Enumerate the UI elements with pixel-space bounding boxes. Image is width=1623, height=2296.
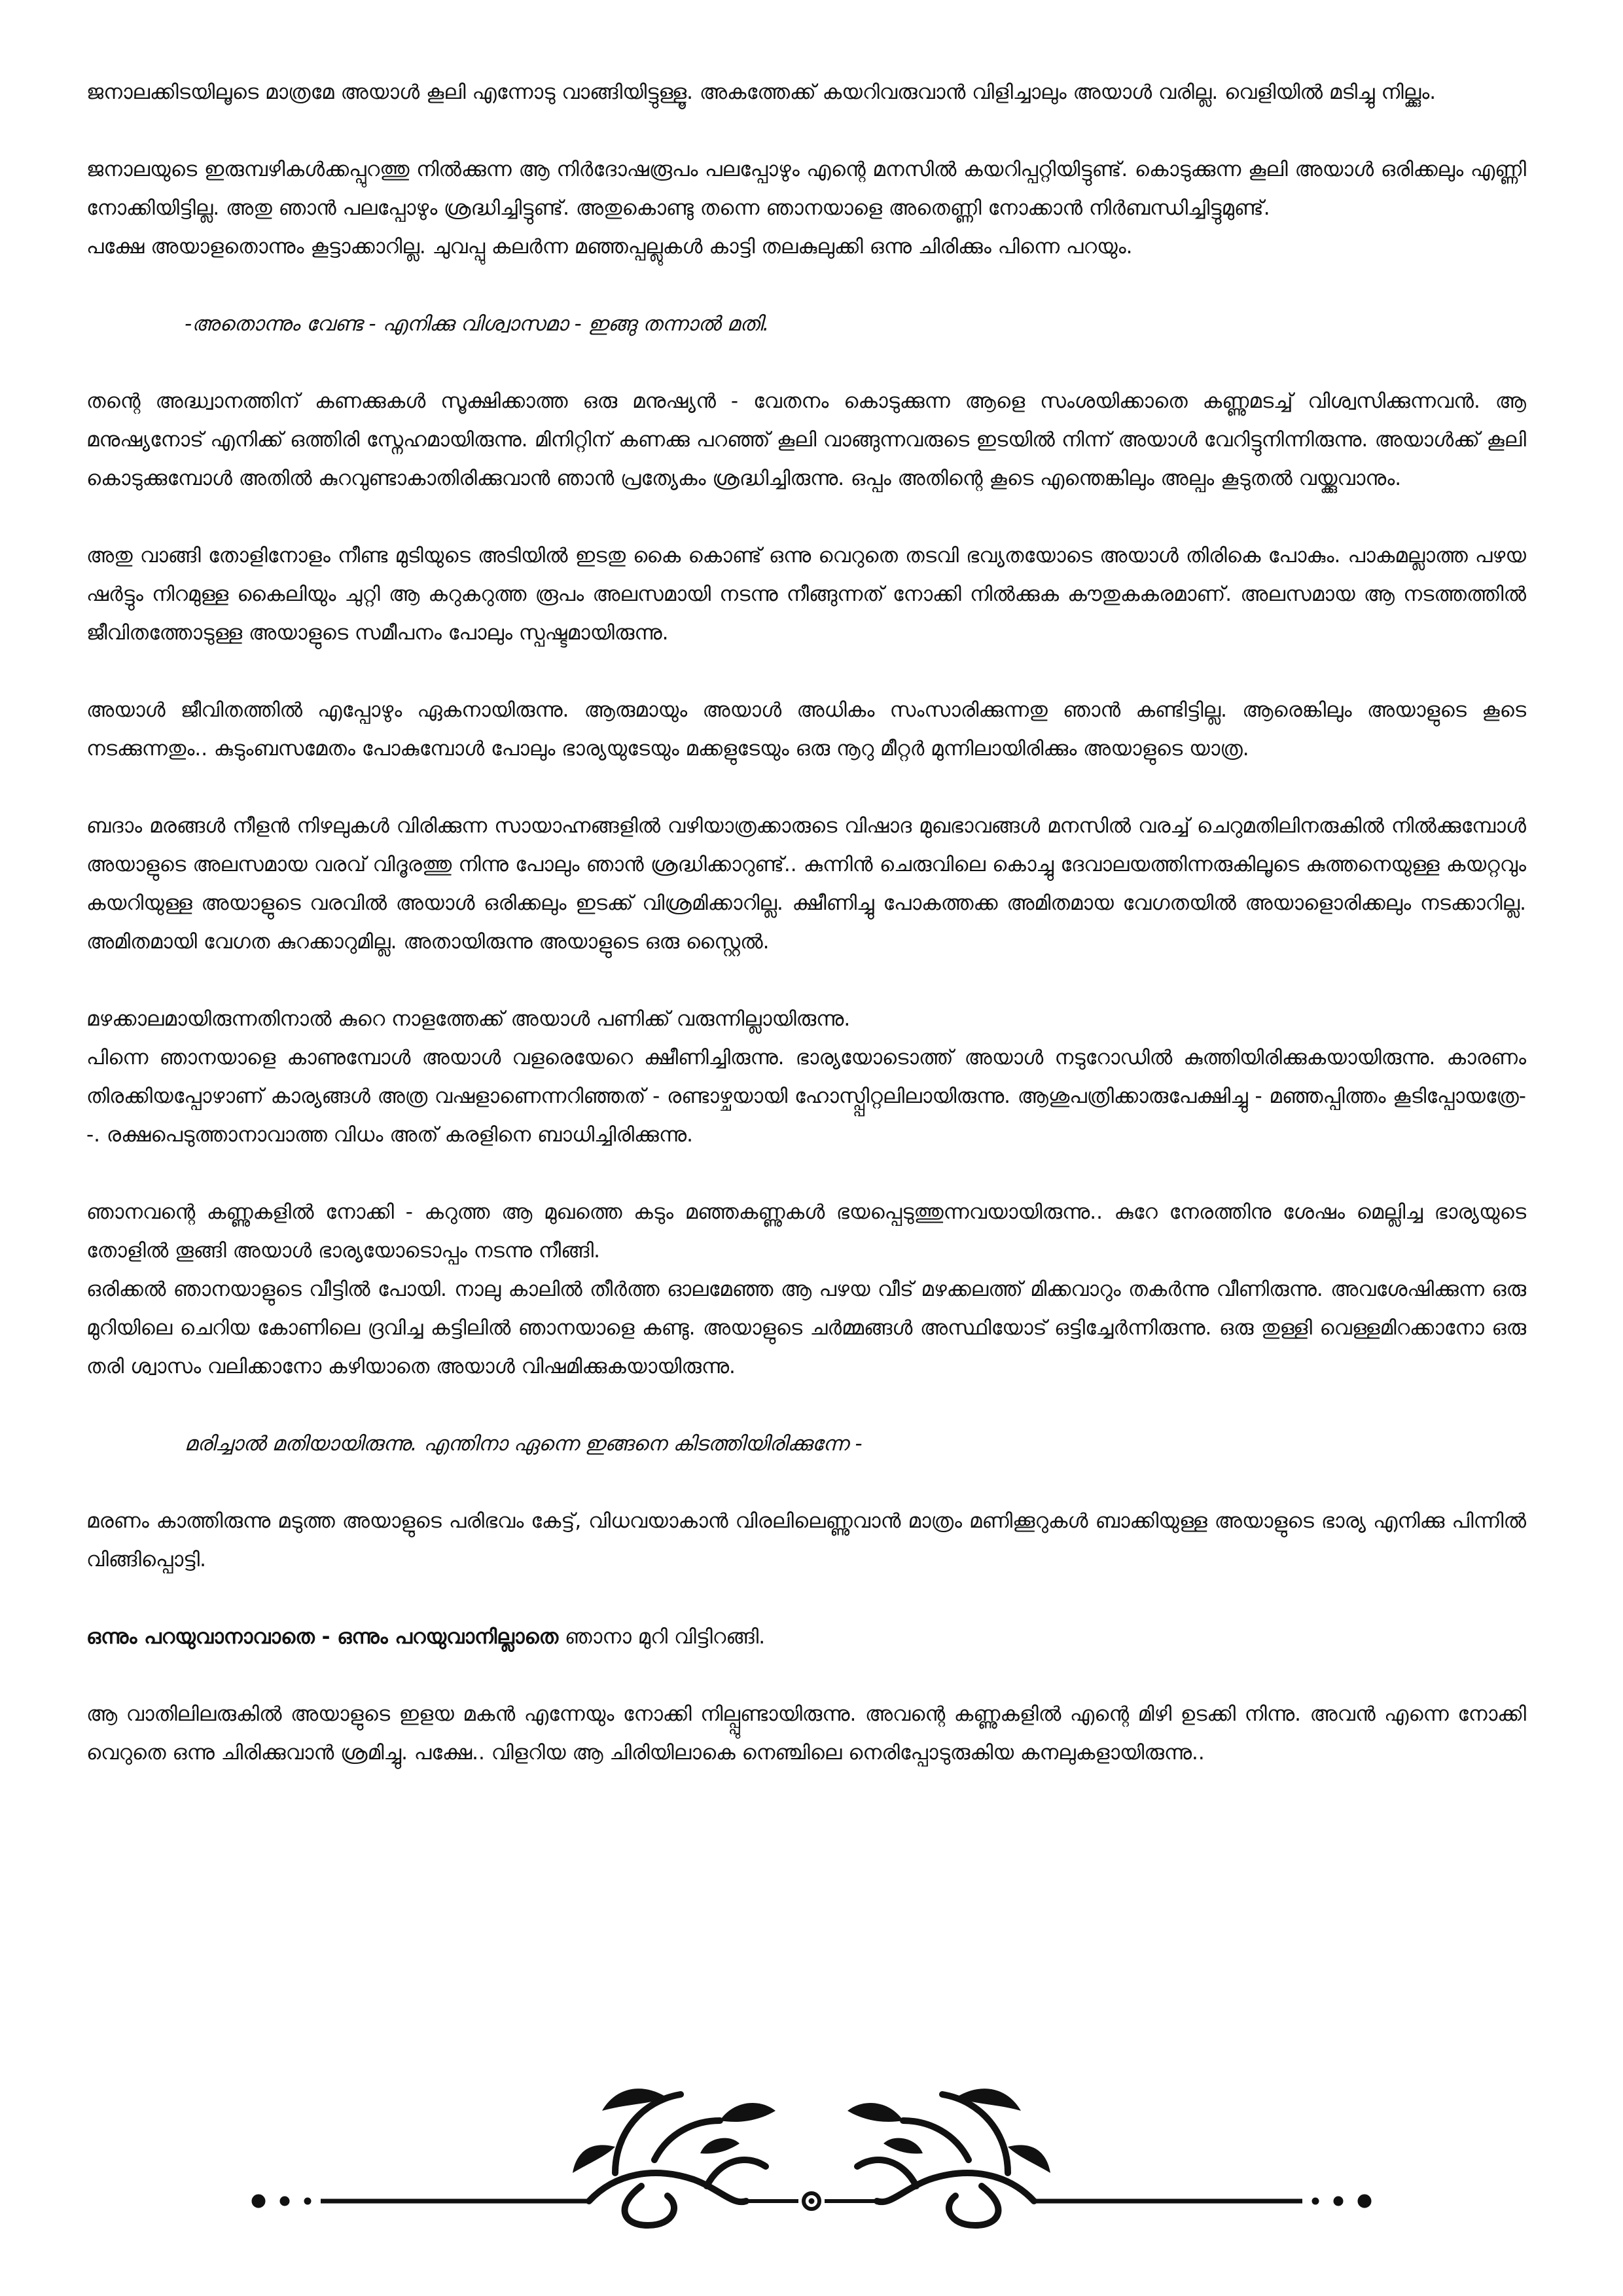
paragraph-11: ഒരിക്കൽ ഞാനയാളുടെ വീട്ടിൽ പോയി. നാലു കാലിൽ തീർത്ത ഓലമേഞ്ഞ ആ പഴയ വീട് മഴക്കലത്ത് മിക്കവാറും തകർന്നു വീണിരുന്നു. അവശേഷിക്കുന്ന ഒരു മുറിയിലെ ചെറിയ കോണിലെ ദ്രവിച്ച കട്ടിലിൽ ഞാനയാളെ കണ്ടു. അയാളുടെ ചർമ്മങ്ങൾ അസ്ഥിയോട് ഒട്ടിച്ചേർന്നിരുന്നു. ഒരു തുള്ളി വെള്ളമിറക്കാനോ ഒരു തരി ശ്വാസം വലിക്കാനോ കഴിയാതെ അയാൾ വിഷമിക്കുകയായിരുന്നു. <box>86 1278 1526 1378</box>
quote-1: -അതൊന്നും വേണ്ട - എനിക്കു വിശ്വാസമാ - ഇങ്ങു തന്നാൽ മതി. <box>185 312 770 336</box>
paragraph-4: തന്റെ അദ്ധ്വാനത്തിന് കണക്കുകൾ സൂക്ഷിക്കാത്ത ഒരു മനുഷ്യൻ - വേതനം കൊടുക്കുന്ന ആളെ സംശയിക്കാതെ കണ്ണുമടച്ച് വിശ്വസിക്കുന്നവൻ. ആ മനുഷ്യനോട് എനിക്ക് ഒത്തിരി സ്നേഹമായിരുന്നു. മിനിറ്റിന് കണക്കു പറഞ്ഞ് കൂലി വാങ്ങുന്നവരുടെ ഇടയിൽ നിന്ന് അയാൾ വേറിട്ടുനിന്നിരുന്നു. അയാൾക്ക് കൂലി കൊടുക്കുമ്പോൾ അതിൽ കുറവുണ്ടാകാതിരിക്കുവാൻ ഞാൻ പ്രത്യേകം ശ്രദ്ധിച്ചിരുന്നു. ഒപ്പം അതിന്റെ കൂടെ എന്തെങ്കിലും അല്പം കൂടുതൽ വയ്ക്കുവാനും. <box>86 389 1526 490</box>
paragraph-6: അയാൾ ജീവിതത്തിൽ എപ്പോഴും ഏകനായിരുന്നു. ആരുമായും അയാൾ അധികം സംസാരിക്കുന്നതു ഞാൻ കണ്ടിട്ടില്ല. ആരെങ്കിലും അയാളുടെ കൂടെ നടക്കുന്നതും.. കുടുംബസമേതം പോകുമ്പോൾ പോലും ഭാര്യയുടേയും മക്കളുടേയും ഒരു നൂറു മീറ്റർ മുന്നിലായിരിക്കും അയാളുടെ യാത്ര. <box>86 698 1526 761</box>
paragraph-12: മരണം കാത്തിരുന്നു മടുത്ത അയാളുടെ പരിഭവം കേട്ട്, വിധവയാകാൻ വിരലിലെണ്ണുവാൻ മാത്രം മണിക്കൂറുകൾ ബാക്കിയുള്ള അയാളുടെ ഭാര്യ എനിക്കു പിന്നിൽ വിങ്ങിപ്പൊട്ടി. <box>86 1509 1526 1571</box>
paragraph-8: മഴക്കാലമായിരുന്നതിനാൽ കുറെ നാളത്തേക്ക് അയാൾ പണിക്ക് വരുന്നില്ലായിരുന്നു. <box>86 1007 851 1031</box>
paragraph-14: ആ വാതിലിലരുകിൽ അയാളുടെ ഇളയ മകൻ എന്നേയും നോക്കി നില്പ്പുണ്ടായിരുന്നു. അവന്റെ കണ്ണുകളിൽ എന്റെ മിഴി ഉടക്കി നിന്നു. അവൻ എന്നെ നോക്കി വെറുതെ ഒന്നു ചിരിക്കുവാൻ ശ്രമിച്ചു. പക്ഷേ.. വിളറിയ ആ ചിരിയിലാകെ നെഞ്ചിലെ നെരിപ്പോടുരുകിയ കനലുകളായിരുന്നു.. <box>86 1702 1526 1765</box>
paragraph-2: ജനാലയുടെ ഇരുമ്പഴികൾക്കപ്പുറത്തു നിൽക്കുന്ന ആ നിർദോഷരൂപം പലപ്പോഴും എന്റെ മനസിൽ കയറിപ്പറ്റിയിട്ടുണ്ട്. കൊടുക്കുന്ന കൂലി അയാൾ ഒരിക്കലും എണ്ണി നോക്കിയിട്ടില്ല. അതു ഞാൻ പലപ്പോഴും ശ്രദ്ധിച്ചിട്ടുണ്ട്. അതുകൊണ്ടു തന്നെ ഞാനയാളെ അതെണ്ണി നോക്കാൻ നിർബന്ധിച്ചിട്ടുമുണ്ട്. <box>86 158 1526 220</box>
quote-2: മരിച്ചാൽ മതിയായിരുന്നു. എന്തിനാ ഏന്നെ ഇങ്ങനെ കിടത്തിയിരിക്കുന്നേ - <box>185 1432 863 1456</box>
paragraph-7: ബദാം മരങ്ങൾ നീളൻ നിഴലുകൾ വിരിക്കുന്ന സായാഹ്നങ്ങളിൽ വഴിയാത്രക്കാരുടെ വിഷാദ മുഖഭാവങ്ങൾ മനസിൽ വരച്ച് ചെറുമതിലിനരുകിൽ നിൽക്കുമ്പോൾ അയാളുടെ അലസമായ വരവ് വിദൂരത്തു നിന്നു പോലും ഞാൻ ശ്രദ്ധിക്കാറുണ്ട്.. കുന്നിൻ ചെരുവിലെ കൊച്ചു ദേവാലയത്തിന്നരുകിലൂടെ കുത്തനെയുള്ള കയറ്റവും കയറിയുള്ള അയാളുടെ വരവിൽ അയാൾ ഒരിക്കലും ഇടക്ക് വിശ്രമിക്കാറില്ല. ക്ഷീണിച്ചു പോകത്തക്ക അമിതമായ വേഗതയിൽ അയാളൊരിക്കലും നടക്കാറില്ല. അമിതമായി വേഗത കുറക്കാറുമില്ല. അതായിരുന്നു അയാളുടെ ഒരു സ്റ്റൈൽ. <box>86 814 1527 954</box>
paragraph-3: പക്ഷേ അയാളതൊന്നും കൂട്ടാക്കാറില്ല. ചുവപ്പു കലർന്ന മഞ്ഞപ്പല്ലുകൾ കാട്ടി തലകുലുക്കി ഒന്നു ചിരിക്കും പിന്നെ പറയും. <box>86 235 1133 259</box>
paragraph-13 <box>86 1618 1526 1657</box>
paragraph-13-rest: ഞാനാ മുറി വിട്ടിറങ്ങി. <box>565 1625 766 1649</box>
document-body <box>86 73 1526 1772</box>
paragraph-5: അതു വാങ്ങി തോളിനോളം നീണ്ട മുടിയുടെ അടിയിൽ ഇടതു കൈ കൊണ്ട് ഒന്നു വെറുതെ തടവി ഭവ്യതയോടെ അയാൾ തിരികെ പോകും. പാകമല്ലാത്ത പഴയ ഷർട്ടും നിറമുള്ള കൈലിയും ചുറ്റി ആ കറുകറുത്ത രൂപം അലസമായി നടന്നു നീങ്ങുന്നത് നോക്കി നിൽക്കുക കൗതുകകരമാണ്. അലസമായ ആ നടത്തത്തിൽ ജീവിതത്തോടുള്ള അയാളുടെ സമീപനം പോലും സ്പഷ്ടമായിരുന്നു. <box>86 544 1526 645</box>
paragraph-9: പിന്നെ ഞാനയാളെ കാണുമ്പോൾ അയാൾ വളരെയേറെ ക്ഷീണിച്ചിരുന്നു. ഭാര്യയോടൊത്ത് അയാൾ നടുറോഡിൽ കുത്തിയിരിക്കുകയായിരുന്നു. കാരണം തിരക്കിയപ്പോഴാണ് കാര്യങ്ങൾ അത്ര വഷളാണെന്നറിഞ്ഞത് - രണ്ടാഴ്ചയായി ഹോസ്പ്പിറ്റലിലായിരുന്നു. ആശുപത്രിക്കാരുപേക്ഷിച്ചു - മഞ്ഞപ്പിത്തം കൂടിപ്പോയത്രേ--. രക്ഷപെടുത്താനാവാത്ത വിധം അത് കരളിനെ ബാധിച്ചിരിക്കുന്നു. <box>86 1046 1526 1147</box>
decorative-divider-icon <box>249 2075 1374 2238</box>
paragraph-10: ഞാനവന്റെ കണ്ണുകളിൽ നോക്കി - കറുത്ത ആ മുഖത്തെ കടും മഞ്ഞകണ്ണുകൾ ഭയപ്പെടുത്തുന്നവയായിരുന്നു.. കുറേ നേരത്തിനു ശേഷം മെല്ലിച്ച ഭാര്യയുടെ തോളിൽ തൂങ്ങി അയാൾ ഭാര്യയോടൊപ്പം നടന്നു നീങ്ങി. <box>86 1200 1526 1263</box>
bold-phrase: ഒന്നും പറയുവാനാവാതെ - ഒന്നും പറയുവാനില്ലാതെ <box>86 1625 559 1649</box>
paragraph-1: ജനാലക്കിടയിലൂടെ മാത്രമേ അയാൾ കൂലി എന്നോടു വാങ്ങിയിട്ടുള്ളൂ. അകത്തേക്ക് കയറിവരുവാൻ വിളിച്ചാലും അയാൾ വരില്ല. വെളിയിൽ മടിച്ചു നില്ക്കും. <box>86 81 1436 104</box>
